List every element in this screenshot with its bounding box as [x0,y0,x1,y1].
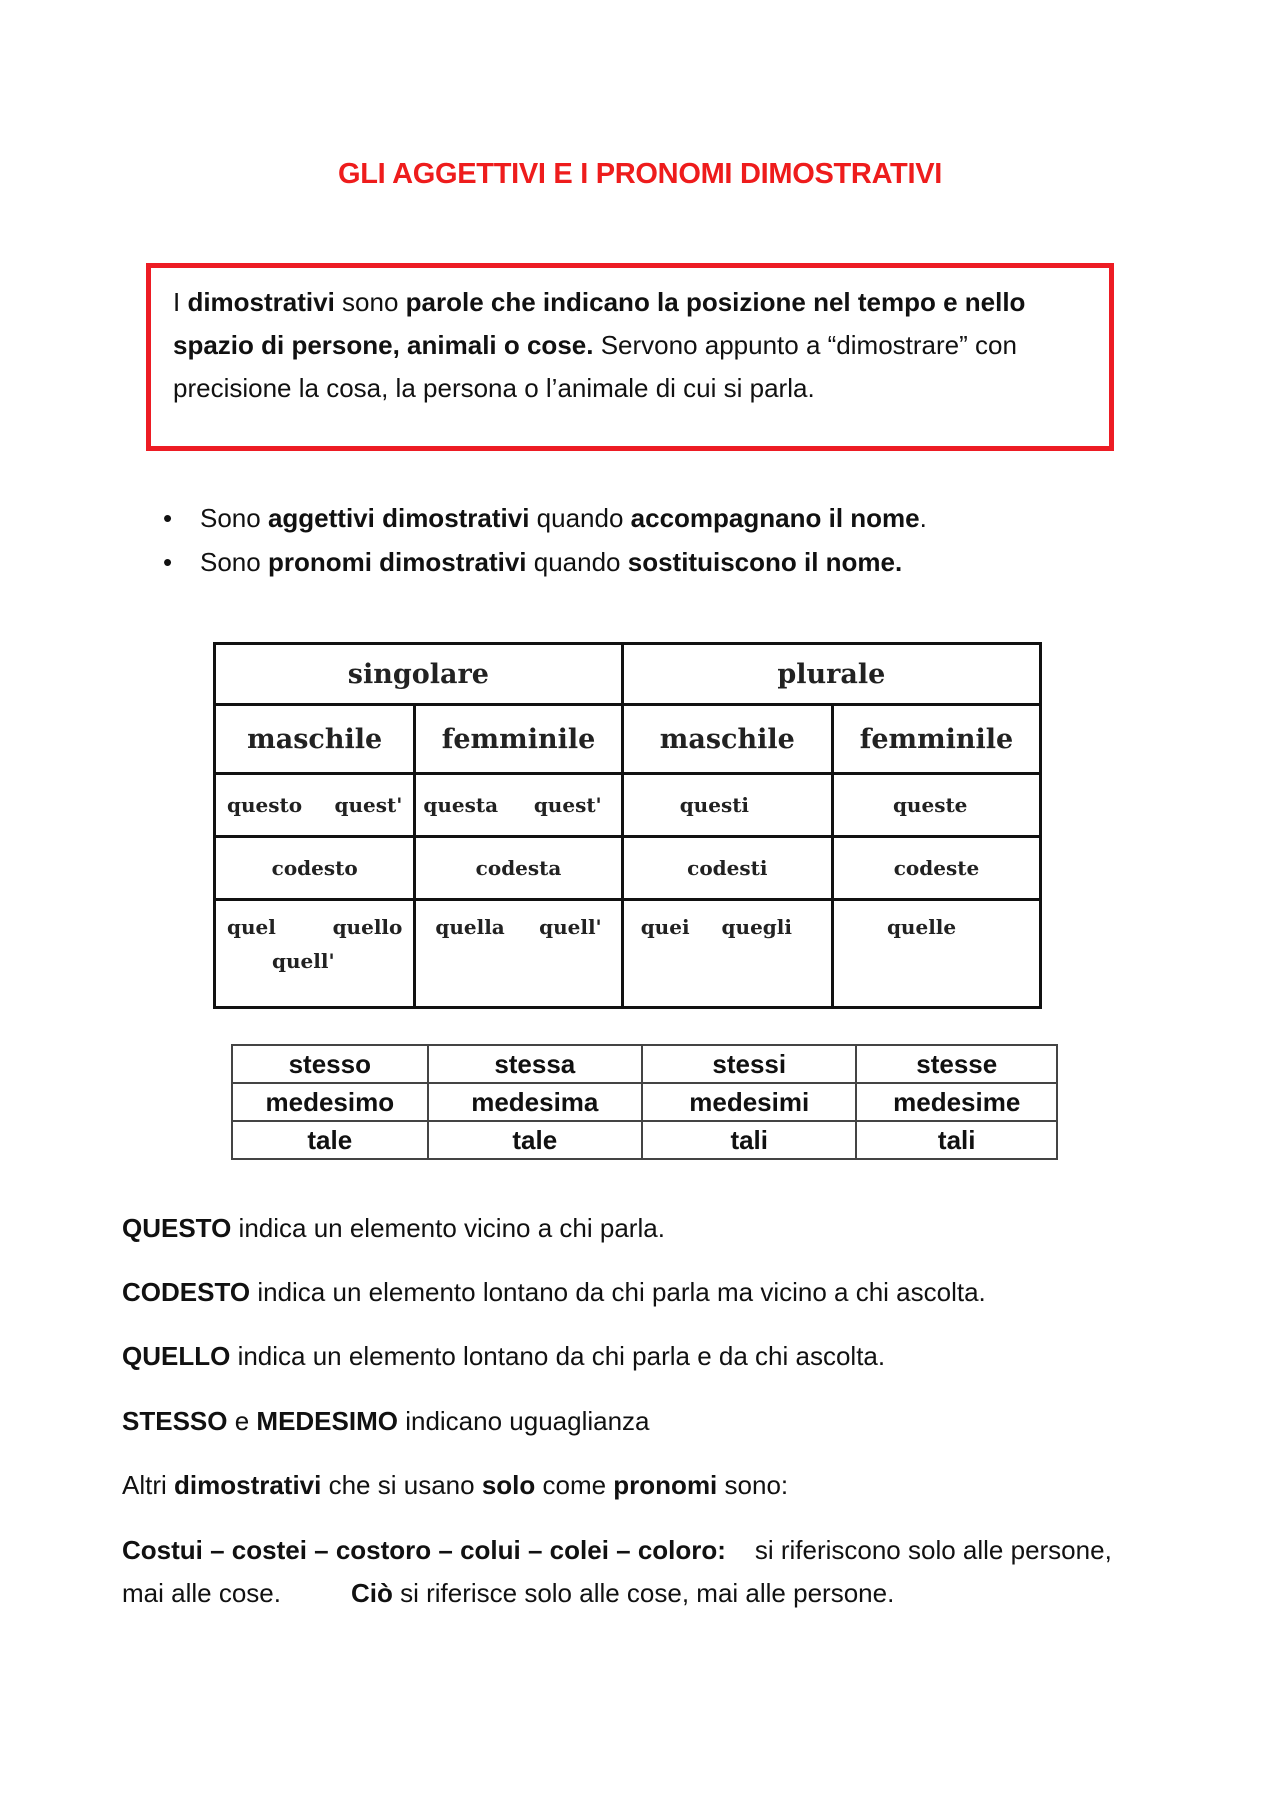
table-cell: queste [832,774,1040,837]
table-cell: medesimi [642,1083,856,1121]
intro-bold: parole che indicano la posizione nel tempo e nello spazio di persone, animali o cose. [173,287,1026,360]
table-cell: questo quest' [215,774,415,837]
header-maschile-singolare: maschile [215,705,415,774]
table-cell: tali [642,1121,856,1159]
table-cell: quella quell' [415,900,622,1008]
table-cell: codeste [832,837,1040,900]
header-femminile-singolare: femminile [415,705,622,774]
demonstratives-table [213,642,1042,1009]
table-cell: quei quegli [622,900,832,1008]
table-row [215,900,1041,1008]
line-cio: mai alle cose. Ciò si riferisce solo alle cose, mai alle persone. [122,1578,895,1608]
table-cell: tali [856,1121,1057,1159]
table-row [215,837,1041,900]
table-cell: quel quello quell' [215,900,415,1008]
intro-text: sono [334,287,406,317]
table-cell: codesta [415,837,622,900]
page-title: GLI AGGETTIVI E I PRONOMI DIMOSTRATIVI [337,158,943,190]
table-cell: stesso [232,1045,428,1083]
header-singolare: singolare [215,644,623,705]
table-cell: medesimo [232,1083,428,1121]
table-cell: stessi [642,1045,856,1083]
line-quello: QUELLO indica un elemento lontano da chi parla e da chi ascolta. [122,1341,886,1371]
intro-text: I [173,287,188,317]
stesso-table [231,1044,1058,1160]
line-questo: QUESTO indica un elemento vicino a chi parla. [122,1213,665,1243]
table-cell: questi [622,774,832,837]
intro-bold: dimostrativi [187,287,335,317]
bullet-icon: • [163,503,173,533]
table-cell: codesto [215,837,415,900]
table-cell: quelle [832,900,1040,1008]
header-femminile-plurale: femminile [832,705,1040,774]
table-row [232,1121,1057,1159]
table-row [232,1045,1057,1083]
table-cell: medesime [856,1083,1057,1121]
table-cell: tale [232,1121,428,1159]
header-plurale: plurale [622,644,1040,705]
table-row [232,1083,1057,1121]
line-costui: Costui – costei – costoro – colui – colei – coloro: si riferiscono solo alle persone, [122,1535,1112,1565]
table-cell: codesti [622,837,832,900]
table-cell: stessa [428,1045,642,1083]
bullet-list [163,496,927,584]
table-cell: questa quest' [415,774,622,837]
bullet-item-pronomi: • Sono pronomi dimostrativi quando sostituiscono il nome. [163,540,927,584]
bullet-item-aggettivi: • Sono aggettivi dimostrativi quando accompagnano il nome. [163,496,927,540]
intro-text: Servono appunto a “dimostrare” con precisione la cosa, la persona o l’animale di cui si parla. [173,330,1017,403]
header-maschile-plurale: maschile [622,705,832,774]
table-cell: tale [428,1121,642,1159]
table-cell: stesse [856,1045,1057,1083]
bullet-icon: • [163,547,173,577]
definition-box [146,263,1114,451]
line-stesso: STESSO e MEDESIMO indicano uguaglianza [122,1406,650,1436]
table-row [215,774,1041,837]
table-cell: medesima [428,1083,642,1121]
line-codesto: CODESTO indica un elemento lontano da chi parla ma vicino a chi ascolta. [122,1277,986,1307]
line-altri: Altri dimostrativi che si usano solo come pronomi sono: [122,1470,789,1500]
